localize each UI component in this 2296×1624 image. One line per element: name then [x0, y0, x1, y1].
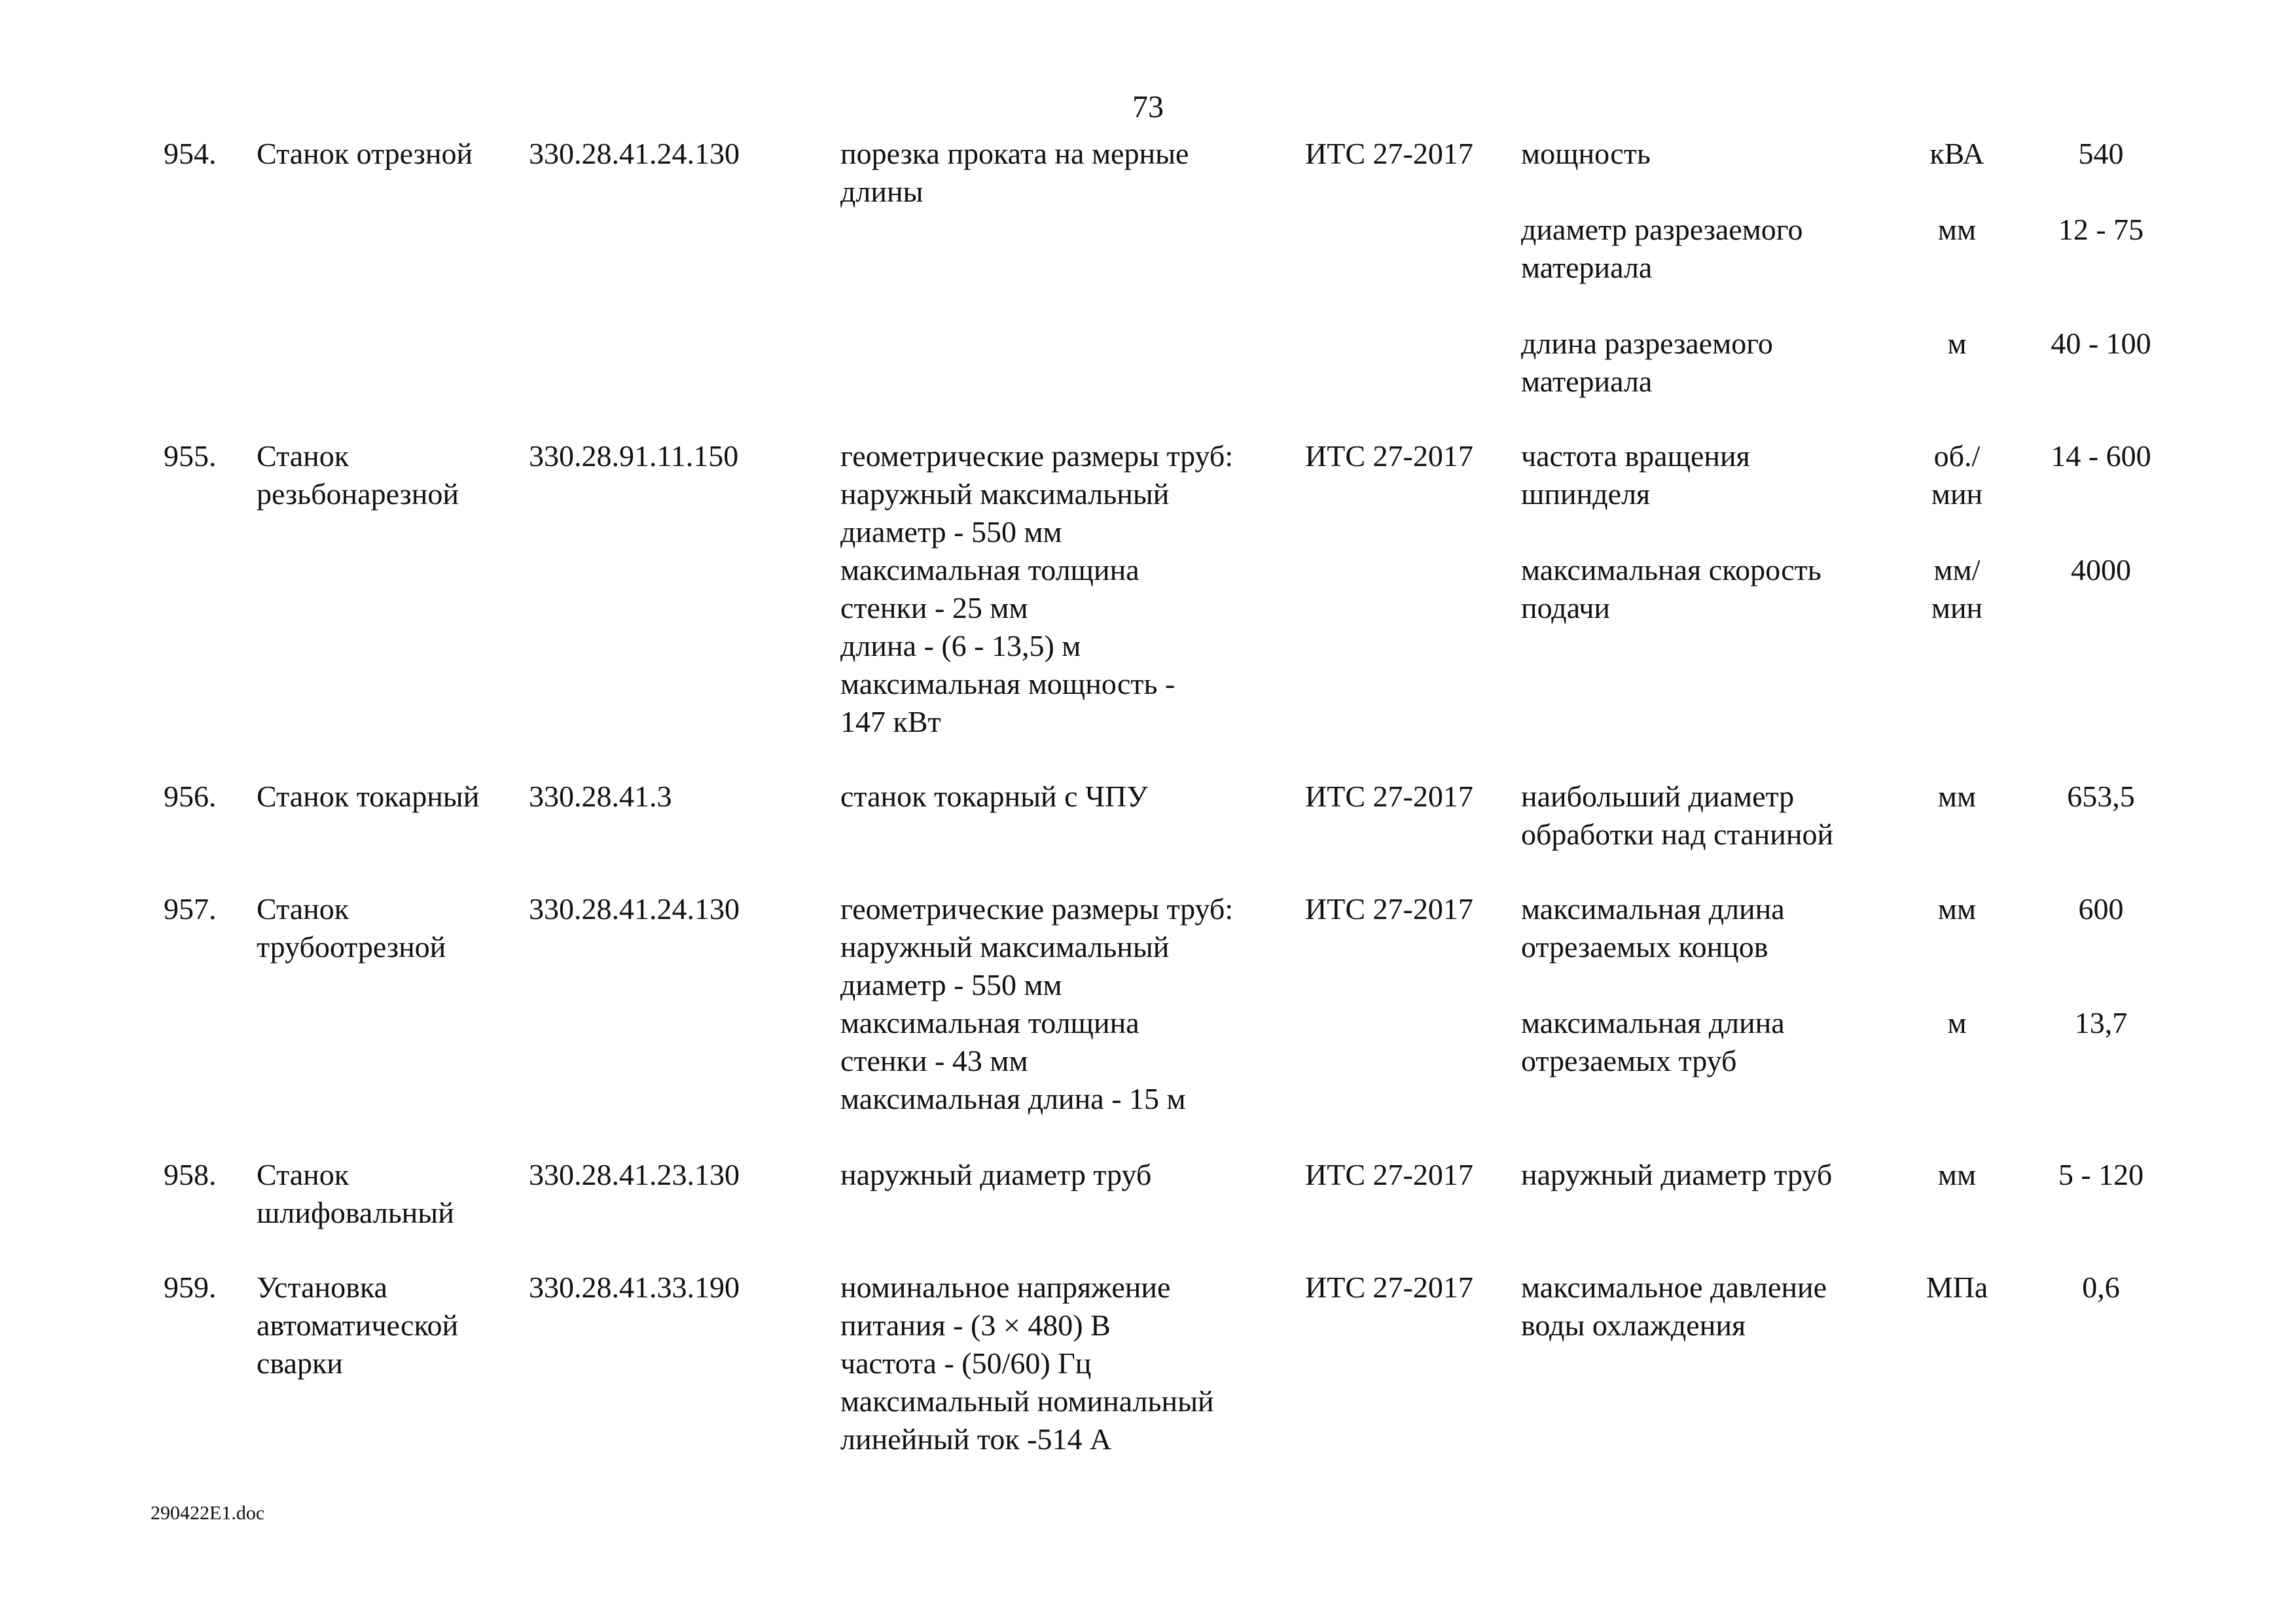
- parameter-value: 5 - 120: [2058, 1158, 2144, 1191]
- equipment-description: [840, 778, 1312, 816]
- parameter-label-line: максимальная длина: [1521, 892, 1785, 926]
- equipment-name: [257, 1156, 518, 1232]
- reference-standard: ИТС 27-2017: [1305, 780, 1473, 813]
- parameter-unit-line: м: [1947, 327, 1967, 360]
- equipment-name: [257, 437, 518, 513]
- description-line: максимальная толщина: [840, 1006, 1139, 1039]
- parameter-unit-line: мин: [1931, 477, 1983, 511]
- reference-standard: ИТС 27-2017: [1305, 137, 1473, 170]
- equipment-description: [840, 437, 1312, 741]
- equipment-name-line: трубоотрезной: [257, 930, 446, 964]
- parameter-label: [1521, 551, 1914, 627]
- parameter-label: [1521, 437, 1914, 513]
- description-line: частота - (50/60) Гц: [840, 1346, 1092, 1380]
- description-line: 147 кВт: [840, 705, 941, 738]
- parameter-value: 540: [2078, 137, 2124, 170]
- okpd-code: 330.28.41.24.130: [529, 892, 740, 926]
- parameter-unit-line: об./: [1933, 439, 1981, 473]
- parameter-label-line: максимальное давление: [1521, 1271, 1827, 1304]
- row-number: 958.: [164, 1158, 217, 1191]
- parameter-unit: [1885, 135, 2029, 173]
- equipment-name: [257, 1269, 518, 1382]
- parameter-label-line: обработки над станиной: [1521, 818, 1834, 851]
- parameter-unit-line: МПа: [1926, 1271, 1988, 1304]
- description-line: длины: [840, 175, 924, 208]
- parameter-label: [1521, 325, 1914, 401]
- parameter-label-line: длина разрезаемого: [1521, 327, 1773, 360]
- parameter-unit-line: мм: [1937, 892, 1977, 926]
- description-line: станок токарный с ЧПУ: [840, 780, 1148, 813]
- parameter-label-line: шпинделя: [1521, 477, 1651, 511]
- parameter-unit: [1885, 551, 2029, 627]
- parameter-label-line: наибольший диаметр: [1521, 780, 1795, 813]
- equipment-name-line: автоматической: [257, 1308, 459, 1342]
- equipment-name-line: Станок отрезной: [257, 137, 473, 170]
- parameter-label-line: максимальная скорость: [1521, 553, 1821, 586]
- page-number: 73: [1132, 90, 1164, 124]
- parameter-value: 0,6: [2082, 1271, 2120, 1304]
- reference-standard: ИТС 27-2017: [1305, 892, 1473, 926]
- parameter-unit: [1885, 1156, 2029, 1194]
- equipment-name-line: Установка: [257, 1271, 387, 1304]
- description-line: максимальный номинальный: [840, 1384, 1214, 1418]
- equipment-name-line: сварки: [257, 1346, 343, 1380]
- parameter-label-line: наружный диаметр труб: [1521, 1158, 1833, 1191]
- parameter-label-line: отрезаемых концов: [1521, 930, 1768, 964]
- parameter-unit: [1885, 325, 2029, 363]
- equipment-description: [840, 890, 1312, 1118]
- description-line: диаметр - 550 мм: [840, 515, 1062, 549]
- okpd-code: 330.28.41.23.130: [529, 1158, 740, 1191]
- parameter-label: [1521, 211, 1914, 287]
- description-line: наружный максимальный: [840, 930, 1170, 964]
- parameter-unit: [1885, 890, 2029, 928]
- parameter-label-line: диаметр разрезаемого: [1521, 213, 1803, 246]
- description-line: порезка проката на мерные: [840, 137, 1189, 170]
- okpd-code: 330.28.41.24.130: [529, 137, 740, 170]
- parameter-label-line: максимальная длина: [1521, 1006, 1785, 1039]
- reference-standard: ИТС 27-2017: [1305, 1271, 1473, 1304]
- parameter-label: [1521, 1004, 1914, 1080]
- parameter-label: [1521, 1156, 1914, 1194]
- row-number: 959.: [164, 1271, 217, 1304]
- equipment-name-line: шлифовальный: [257, 1196, 454, 1229]
- equipment-description: [840, 1269, 1312, 1458]
- row-number: 956.: [164, 780, 217, 813]
- description-line: максимальная мощность -: [840, 667, 1175, 700]
- description-line: максимальная длина - 15 м: [840, 1082, 1186, 1115]
- parameter-label-line: подачи: [1521, 591, 1611, 624]
- parameter-value: 13,7: [2074, 1006, 2128, 1039]
- okpd-code: 330.28.91.11.150: [529, 439, 739, 473]
- parameter-label: [1521, 1269, 1914, 1344]
- equipment-name-line: Станок: [257, 892, 350, 926]
- parameter-unit: [1885, 1004, 2029, 1042]
- parameter-unit-line: м: [1947, 1006, 1967, 1039]
- description-line: диаметр - 550 мм: [840, 968, 1062, 1001]
- parameter-label-line: частота вращения: [1521, 439, 1750, 473]
- equipment-name: [257, 890, 518, 966]
- row-number: 954.: [164, 137, 217, 170]
- parameter-label-line: отрезаемых труб: [1521, 1044, 1737, 1077]
- description-line: длина - (6 - 13,5) м: [840, 629, 1081, 662]
- description-line: максимальная толщина: [840, 553, 1139, 586]
- okpd-code: 330.28.41.3: [529, 780, 672, 813]
- description-line: геометрические размеры труб:: [840, 892, 1234, 926]
- row-number: 955.: [164, 439, 217, 473]
- document-filename: 290422E1.doc: [151, 1502, 265, 1524]
- okpd-code: 330.28.41.33.190: [529, 1271, 740, 1304]
- parameter-unit: [1885, 211, 2029, 249]
- parameter-label-line: воды охлаждения: [1521, 1308, 1746, 1342]
- parameter-value: 14 - 600: [2051, 439, 2151, 473]
- description-line: питания - (3 × 480) В: [840, 1308, 1111, 1342]
- equipment-name: [257, 778, 518, 816]
- parameter-value: 40 - 100: [2051, 327, 2151, 360]
- description-line: наружный диаметр труб: [840, 1158, 1152, 1191]
- parameter-label: [1521, 135, 1914, 173]
- parameter-unit: [1885, 778, 2029, 816]
- parameter-label: [1521, 890, 1914, 966]
- equipment-name: [257, 135, 518, 173]
- row-number: 957.: [164, 892, 217, 926]
- parameter-label: [1521, 778, 1914, 854]
- parameter-value: 12 - 75: [2058, 213, 2144, 246]
- description-line: стенки - 25 мм: [840, 591, 1028, 624]
- parameter-value: 653,5: [2067, 780, 2135, 813]
- parameter-label-line: материала: [1521, 251, 1653, 284]
- parameter-label-line: мощность: [1521, 137, 1651, 170]
- description-line: стенки - 43 мм: [840, 1044, 1028, 1077]
- parameter-value: 600: [2078, 892, 2124, 926]
- reference-standard: ИТС 27-2017: [1305, 439, 1473, 473]
- equipment-name-line: резьбонарезной: [257, 477, 459, 511]
- parameter-unit-line: мм: [1937, 213, 1977, 246]
- parameter-unit-line: мм/: [1933, 553, 1981, 586]
- equipment-description: [840, 1156, 1312, 1194]
- equipment-description: [840, 135, 1312, 211]
- equipment-name-line: Станок: [257, 1158, 350, 1191]
- parameter-value: 4000: [2071, 553, 2131, 586]
- description-line: номинальное напряжение: [840, 1271, 1171, 1304]
- parameter-unit-line: мм: [1937, 1158, 1977, 1191]
- equipment-name-line: Станок токарный: [257, 780, 480, 813]
- description-line: наружный максимальный: [840, 477, 1170, 511]
- description-line: геометрические размеры труб:: [840, 439, 1234, 473]
- parameter-unit: [1885, 437, 2029, 513]
- parameter-unit-line: мм: [1937, 780, 1977, 813]
- description-line: линейный ток -514 А: [840, 1422, 1112, 1456]
- equipment-name-line: Станок: [257, 439, 350, 473]
- parameter-unit-line: мин: [1931, 591, 1983, 624]
- parameter-unit-line: кВА: [1929, 137, 1984, 170]
- parameter-label-line: материала: [1521, 365, 1653, 398]
- parameter-unit: [1885, 1269, 2029, 1307]
- reference-standard: ИТС 27-2017: [1305, 1158, 1473, 1191]
